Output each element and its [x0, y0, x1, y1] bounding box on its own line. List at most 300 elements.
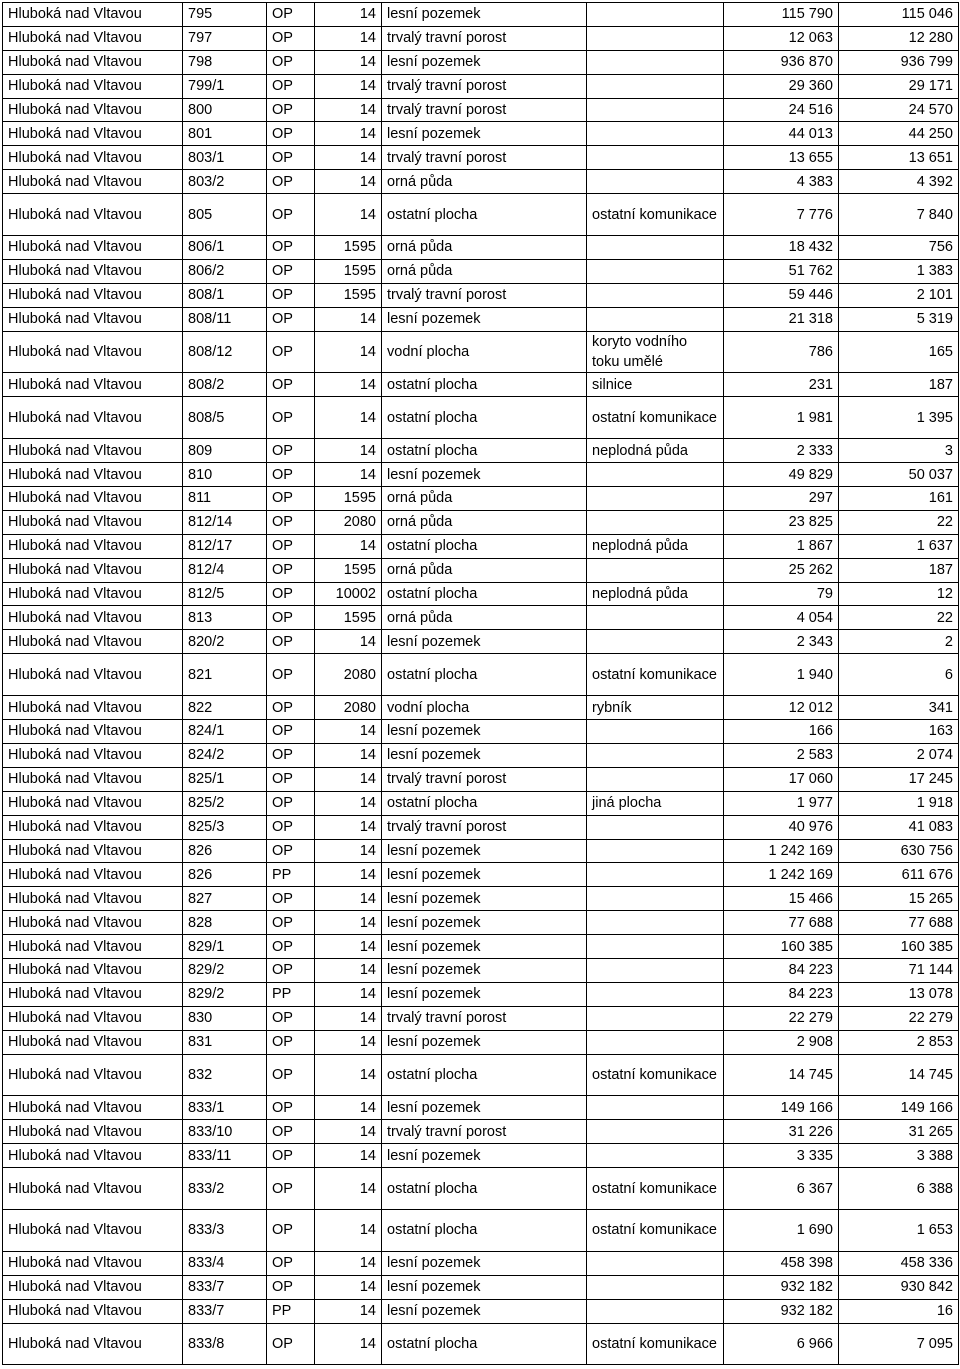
- parcel-area-cell: 21 318: [724, 307, 839, 331]
- land-use-cell: [587, 958, 724, 982]
- parcel-area-cell: 51 762: [724, 259, 839, 283]
- land-use-cell: [587, 463, 724, 487]
- ownership-type-cell: OP: [267, 1006, 315, 1030]
- parcel-area-cell: 15 466: [724, 887, 839, 911]
- land-type-cell: lesní pozemek: [382, 982, 587, 1006]
- parcel-area-cell: 84 223: [724, 982, 839, 1006]
- land-type-cell: trvalý travní porost: [382, 1120, 587, 1144]
- land-use-cell: [587, 606, 724, 630]
- cadastral-area-cell: Hluboká nad Vltavou: [3, 1030, 183, 1054]
- parcel-number-cell: 801: [183, 122, 267, 146]
- cadastral-area-cell: Hluboká nad Vltavou: [3, 982, 183, 1006]
- land-use-cell: [587, 1030, 724, 1054]
- parcel-number-cell: 808/11: [183, 307, 267, 331]
- parcel-area-cell: 84 223: [724, 958, 839, 982]
- cadastral-area-cell: Hluboká nad Vltavou: [3, 3, 183, 27]
- cadastral-area-cell: Hluboká nad Vltavou: [3, 1209, 183, 1251]
- lv-number-cell: 1595: [315, 283, 382, 307]
- affected-area-cell: 611 676: [839, 863, 959, 887]
- affected-area-cell: 77 688: [839, 911, 959, 935]
- land-use-cell: [587, 767, 724, 791]
- affected-area-cell: 936 799: [839, 50, 959, 74]
- parcel-area-cell: 18 432: [724, 236, 839, 260]
- ownership-type-cell: OP: [267, 463, 315, 487]
- affected-area-cell: 15 265: [839, 887, 959, 911]
- parcel-area-cell: 17 060: [724, 767, 839, 791]
- land-use-cell: [587, 887, 724, 911]
- ownership-type-cell: OP: [267, 98, 315, 122]
- ownership-type-cell: OP: [267, 1251, 315, 1275]
- affected-area-cell: 187: [839, 558, 959, 582]
- lv-number-cell: 10002: [315, 582, 382, 606]
- lv-number-cell: 14: [315, 1054, 382, 1096]
- affected-area-cell: 7 840: [839, 194, 959, 236]
- lv-number-cell: 14: [315, 307, 382, 331]
- land-type-cell: trvalý travní porost: [382, 1006, 587, 1030]
- ownership-type-cell: OP: [267, 236, 315, 260]
- parcel-area-cell: 1 690: [724, 1209, 839, 1251]
- lv-number-cell: 14: [315, 373, 382, 397]
- cadastral-area-cell: Hluboká nad Vltavou: [3, 558, 183, 582]
- land-type-cell: ostatní plocha: [382, 654, 587, 696]
- parcel-number-cell: 828: [183, 911, 267, 935]
- parcel-area-cell: 25 262: [724, 558, 839, 582]
- land-use-cell: silnice: [587, 373, 724, 397]
- lv-number-cell: 14: [315, 170, 382, 194]
- parcel-area-cell: 786: [724, 331, 839, 373]
- cadastral-area-cell: Hluboká nad Vltavou: [3, 236, 183, 260]
- affected-area-cell: 22: [839, 510, 959, 534]
- parcel-number-cell: 806/2: [183, 259, 267, 283]
- affected-area-cell: 44 250: [839, 122, 959, 146]
- cadastral-area-cell: Hluboká nad Vltavou: [3, 839, 183, 863]
- parcel-area-cell: 458 398: [724, 1251, 839, 1275]
- ownership-type-cell: OP: [267, 839, 315, 863]
- cadastral-area-cell: Hluboká nad Vltavou: [3, 654, 183, 696]
- lv-number-cell: 14: [315, 439, 382, 463]
- table-row: [3, 534, 959, 558]
- table-row: [3, 982, 959, 1006]
- table-row: [3, 170, 959, 194]
- lv-number-cell: 14: [315, 630, 382, 654]
- parcel-number-cell: 833/4: [183, 1251, 267, 1275]
- parcel-number-cell: 803/1: [183, 146, 267, 170]
- parcel-area-cell: 4 054: [724, 606, 839, 630]
- cadastral-area-cell: Hluboká nad Vltavou: [3, 283, 183, 307]
- cadastral-area-cell: Hluboká nad Vltavou: [3, 630, 183, 654]
- land-use-cell: [587, 146, 724, 170]
- parcel-number-cell: 833/3: [183, 1209, 267, 1251]
- cadastral-area-cell: Hluboká nad Vltavou: [3, 1096, 183, 1120]
- land-type-cell: lesní pozemek: [382, 1299, 587, 1323]
- parcel-number-cell: 805: [183, 194, 267, 236]
- ownership-type-cell: OP: [267, 720, 315, 744]
- affected-area-cell: 41 083: [839, 815, 959, 839]
- cadastral-area-cell: Hluboká nad Vltavou: [3, 863, 183, 887]
- land-type-cell: lesní pozemek: [382, 887, 587, 911]
- parcel-area-cell: 7 776: [724, 194, 839, 236]
- parcel-number-cell: 832: [183, 1054, 267, 1096]
- cadastral-area-cell: Hluboká nad Vltavou: [3, 696, 183, 720]
- parcel-number-cell: 833/1: [183, 1096, 267, 1120]
- lv-number-cell: 2080: [315, 654, 382, 696]
- parcel-number-cell: 803/2: [183, 170, 267, 194]
- table-row: [3, 1299, 959, 1323]
- table-row: [3, 767, 959, 791]
- affected-area-cell: 630 756: [839, 839, 959, 863]
- parcel-number-cell: 825/2: [183, 791, 267, 815]
- ownership-type-cell: OP: [267, 1030, 315, 1054]
- land-type-cell: vodní plocha: [382, 696, 587, 720]
- table-row: [3, 397, 959, 439]
- table-row: [3, 194, 959, 236]
- parcel-number-cell: 824/1: [183, 720, 267, 744]
- ownership-type-cell: PP: [267, 982, 315, 1006]
- parcel-area-cell: 6 367: [724, 1168, 839, 1210]
- land-use-cell: [587, 98, 724, 122]
- affected-area-cell: 13 078: [839, 982, 959, 1006]
- parcel-area-cell: 1 977: [724, 791, 839, 815]
- lv-number-cell: 14: [315, 958, 382, 982]
- cadastral-area-cell: Hluboká nad Vltavou: [3, 1299, 183, 1323]
- land-use-cell: ostatní komunikace: [587, 1054, 724, 1096]
- table-row: [3, 720, 959, 744]
- land-use-cell: [587, 863, 724, 887]
- affected-area-cell: 4 392: [839, 170, 959, 194]
- table-row: [3, 122, 959, 146]
- land-use-cell: [587, 558, 724, 582]
- land-type-cell: trvalý travní porost: [382, 26, 587, 50]
- land-use-cell: [587, 3, 724, 27]
- parcel-number-cell: 800: [183, 98, 267, 122]
- land-use-cell: [587, 122, 724, 146]
- cadastral-area-cell: Hluboká nad Vltavou: [3, 1323, 183, 1365]
- affected-area-cell: 1 383: [839, 259, 959, 283]
- affected-area-cell: 14 745: [839, 1054, 959, 1096]
- ownership-type-cell: OP: [267, 1209, 315, 1251]
- land-type-cell: vodní plocha: [382, 331, 587, 373]
- parcel-number-cell: 808/12: [183, 331, 267, 373]
- parcel-area-cell: 2 343: [724, 630, 839, 654]
- lv-number-cell: 14: [315, 74, 382, 98]
- affected-area-cell: 2 074: [839, 743, 959, 767]
- ownership-type-cell: OP: [267, 911, 315, 935]
- cadastral-area-cell: Hluboká nad Vltavou: [3, 534, 183, 558]
- land-use-cell: [587, 1251, 724, 1275]
- table-row: [3, 283, 959, 307]
- parcel-number-cell: 812/4: [183, 558, 267, 582]
- cadastral-area-cell: Hluboká nad Vltavou: [3, 439, 183, 463]
- affected-area-cell: 160 385: [839, 935, 959, 959]
- table-row: [3, 50, 959, 74]
- table-row: [3, 1120, 959, 1144]
- parcel-area-cell: 1 242 169: [724, 863, 839, 887]
- ownership-type-cell: PP: [267, 1299, 315, 1323]
- parcel-number-cell: 822: [183, 696, 267, 720]
- lv-number-cell: 14: [315, 863, 382, 887]
- cadastral-area-cell: Hluboká nad Vltavou: [3, 74, 183, 98]
- table-row: [3, 582, 959, 606]
- table-row: [3, 606, 959, 630]
- lv-number-cell: 14: [315, 839, 382, 863]
- parcel-number-cell: 833/10: [183, 1120, 267, 1144]
- parcel-area-cell: 23 825: [724, 510, 839, 534]
- parcel-area-cell: 932 182: [724, 1275, 839, 1299]
- land-use-cell: [587, 510, 724, 534]
- cadastral-area-cell: Hluboká nad Vltavou: [3, 1054, 183, 1096]
- land-use-cell: neplodná půda: [587, 439, 724, 463]
- parcel-area-cell: 24 516: [724, 98, 839, 122]
- lv-number-cell: 14: [315, 397, 382, 439]
- ownership-type-cell: OP: [267, 510, 315, 534]
- parcel-area-cell: 1 867: [724, 534, 839, 558]
- affected-area-cell: 1 637: [839, 534, 959, 558]
- table-row: [3, 1030, 959, 1054]
- ownership-type-cell: OP: [267, 331, 315, 373]
- land-type-cell: ostatní plocha: [382, 397, 587, 439]
- table-row: [3, 696, 959, 720]
- table-row: [3, 558, 959, 582]
- table-row: [3, 1054, 959, 1096]
- ownership-type-cell: OP: [267, 654, 315, 696]
- ownership-type-cell: OP: [267, 606, 315, 630]
- parcel-area-cell: 49 829: [724, 463, 839, 487]
- land-type-cell: lesní pozemek: [382, 630, 587, 654]
- parcel-number-cell: 795: [183, 3, 267, 27]
- table-row: [3, 510, 959, 534]
- land-type-cell: trvalý travní porost: [382, 146, 587, 170]
- land-use-cell: [587, 1144, 724, 1168]
- lv-number-cell: 14: [315, 1120, 382, 1144]
- affected-area-cell: 31 265: [839, 1120, 959, 1144]
- table-row: [3, 331, 959, 373]
- ownership-type-cell: OP: [267, 791, 315, 815]
- table-row: [3, 911, 959, 935]
- parcel-area-cell: 13 655: [724, 146, 839, 170]
- parcel-number-cell: 825/3: [183, 815, 267, 839]
- parcel-area-cell: 79: [724, 582, 839, 606]
- lv-number-cell: 14: [315, 887, 382, 911]
- lv-number-cell: 2080: [315, 696, 382, 720]
- land-use-cell: [587, 1096, 724, 1120]
- cadastral-area-cell: Hluboká nad Vltavou: [3, 194, 183, 236]
- ownership-type-cell: OP: [267, 487, 315, 511]
- land-type-cell: lesní pozemek: [382, 50, 587, 74]
- lv-number-cell: 14: [315, 98, 382, 122]
- parcel-area-cell: 2 583: [724, 743, 839, 767]
- cadastral-area-cell: Hluboká nad Vltavou: [3, 98, 183, 122]
- land-use-cell: neplodná půda: [587, 582, 724, 606]
- lv-number-cell: 14: [315, 146, 382, 170]
- land-use-cell: ostatní komunikace: [587, 1209, 724, 1251]
- land-type-cell: trvalý travní porost: [382, 74, 587, 98]
- cadastral-area-cell: Hluboká nad Vltavou: [3, 122, 183, 146]
- affected-area-cell: 756: [839, 236, 959, 260]
- land-use-cell: [587, 1120, 724, 1144]
- ownership-type-cell: OP: [267, 696, 315, 720]
- land-use-cell: [587, 74, 724, 98]
- ownership-type-cell: OP: [267, 50, 315, 74]
- ownership-type-cell: OP: [267, 767, 315, 791]
- affected-area-cell: 115 046: [839, 3, 959, 27]
- land-use-cell: ostatní komunikace: [587, 397, 724, 439]
- parcel-area-cell: 166: [724, 720, 839, 744]
- parcel-number-cell: 826: [183, 839, 267, 863]
- land-type-cell: orná půda: [382, 510, 587, 534]
- parcel-number-cell: 833/11: [183, 1144, 267, 1168]
- land-type-cell: lesní pozemek: [382, 935, 587, 959]
- table-row: [3, 958, 959, 982]
- land-use-cell: koryto vodního toku umělé: [587, 331, 724, 373]
- lv-number-cell: 14: [315, 815, 382, 839]
- cadastral-area-cell: Hluboká nad Vltavou: [3, 815, 183, 839]
- table-row: [3, 887, 959, 911]
- table-row: [3, 236, 959, 260]
- cadastral-area-cell: Hluboká nad Vltavou: [3, 259, 183, 283]
- parcel-number-cell: 821: [183, 654, 267, 696]
- land-use-cell: [587, 487, 724, 511]
- land-type-cell: ostatní plocha: [382, 439, 587, 463]
- ownership-type-cell: OP: [267, 1168, 315, 1210]
- parcel-number-cell: 808/1: [183, 283, 267, 307]
- land-type-cell: ostatní plocha: [382, 373, 587, 397]
- cadastral-area-cell: Hluboká nad Vltavou: [3, 307, 183, 331]
- ownership-type-cell: OP: [267, 1096, 315, 1120]
- affected-area-cell: 29 171: [839, 74, 959, 98]
- table-row: [3, 3, 959, 27]
- land-use-cell: [587, 982, 724, 1006]
- table-row: [3, 1006, 959, 1030]
- ownership-type-cell: OP: [267, 122, 315, 146]
- land-use-cell: neplodná půda: [587, 534, 724, 558]
- land-use-cell: rybník: [587, 696, 724, 720]
- affected-area-cell: 149 166: [839, 1096, 959, 1120]
- land-use-cell: [587, 815, 724, 839]
- land-type-cell: ostatní plocha: [382, 1054, 587, 1096]
- affected-area-cell: 7 095: [839, 1323, 959, 1365]
- parcel-number-cell: 833/7: [183, 1299, 267, 1323]
- parcel-number-cell: 813: [183, 606, 267, 630]
- cadastral-area-cell: Hluboká nad Vltavou: [3, 170, 183, 194]
- land-type-cell: ostatní plocha: [382, 582, 587, 606]
- ownership-type-cell: OP: [267, 1144, 315, 1168]
- lv-number-cell: 1595: [315, 236, 382, 260]
- parcel-number-cell: 812/17: [183, 534, 267, 558]
- parcel-number-cell: 824/2: [183, 743, 267, 767]
- lv-number-cell: 14: [315, 331, 382, 373]
- table-row: [3, 1168, 959, 1210]
- ownership-type-cell: OP: [267, 170, 315, 194]
- land-type-cell: ostatní plocha: [382, 194, 587, 236]
- land-use-cell: [587, 259, 724, 283]
- parcel-area-cell: 936 870: [724, 50, 839, 74]
- affected-area-cell: 16: [839, 1299, 959, 1323]
- cadastral-area-cell: Hluboká nad Vltavou: [3, 767, 183, 791]
- parcel-number-cell: 808/2: [183, 373, 267, 397]
- land-type-cell: trvalý travní porost: [382, 767, 587, 791]
- ownership-type-cell: OP: [267, 74, 315, 98]
- lv-number-cell: 14: [315, 26, 382, 50]
- parcel-number-cell: 811: [183, 487, 267, 511]
- affected-area-cell: 2 853: [839, 1030, 959, 1054]
- parcel-number-cell: 825/1: [183, 767, 267, 791]
- parcel-number-cell: 806/1: [183, 236, 267, 260]
- land-type-cell: lesní pozemek: [382, 911, 587, 935]
- affected-area-cell: 71 144: [839, 958, 959, 982]
- parcel-area-cell: 3 335: [724, 1144, 839, 1168]
- land-type-cell: orná půda: [382, 236, 587, 260]
- table-row: [3, 439, 959, 463]
- land-type-cell: lesní pozemek: [382, 1275, 587, 1299]
- ownership-type-cell: OP: [267, 1120, 315, 1144]
- land-type-cell: lesní pozemek: [382, 863, 587, 887]
- cadastral-area-cell: Hluboká nad Vltavou: [3, 397, 183, 439]
- parcel-number-cell: 799/1: [183, 74, 267, 98]
- table-row: [3, 815, 959, 839]
- cadastral-area-cell: Hluboká nad Vltavou: [3, 958, 183, 982]
- table-row: [3, 1323, 959, 1365]
- table-row: [3, 1275, 959, 1299]
- land-use-cell: [587, 50, 724, 74]
- parcel-area-cell: 1 981: [724, 397, 839, 439]
- lv-number-cell: 14: [315, 1030, 382, 1054]
- land-type-cell: trvalý travní porost: [382, 815, 587, 839]
- land-use-cell: [587, 236, 724, 260]
- table-row: [3, 791, 959, 815]
- cadastral-area-cell: Hluboká nad Vltavou: [3, 1275, 183, 1299]
- affected-area-cell: 24 570: [839, 98, 959, 122]
- land-use-cell: jiná plocha: [587, 791, 724, 815]
- affected-area-cell: 163: [839, 720, 959, 744]
- land-type-cell: ostatní plocha: [382, 1209, 587, 1251]
- parcel-area-cell: 29 360: [724, 74, 839, 98]
- ownership-type-cell: OP: [267, 815, 315, 839]
- ownership-type-cell: OP: [267, 1323, 315, 1365]
- cadastral-area-cell: Hluboká nad Vltavou: [3, 510, 183, 534]
- ownership-type-cell: OP: [267, 1275, 315, 1299]
- land-type-cell: lesní pozemek: [382, 743, 587, 767]
- table-row: [3, 74, 959, 98]
- land-type-cell: orná půda: [382, 606, 587, 630]
- lv-number-cell: 14: [315, 50, 382, 74]
- parcel-number-cell: 829/2: [183, 958, 267, 982]
- land-use-cell: [587, 307, 724, 331]
- affected-area-cell: 458 336: [839, 1251, 959, 1275]
- parcel-area-cell: 59 446: [724, 283, 839, 307]
- land-type-cell: lesní pozemek: [382, 1030, 587, 1054]
- land-type-cell: lesní pozemek: [382, 720, 587, 744]
- parcel-area-cell: 2 333: [724, 439, 839, 463]
- parcel-number-cell: 812/14: [183, 510, 267, 534]
- affected-area-cell: 1 918: [839, 791, 959, 815]
- cadastral-area-cell: Hluboká nad Vltavou: [3, 887, 183, 911]
- ownership-type-cell: OP: [267, 146, 315, 170]
- land-use-cell: [587, 283, 724, 307]
- land-use-cell: [587, 170, 724, 194]
- lv-number-cell: 14: [315, 1209, 382, 1251]
- parcel-number-cell: 831: [183, 1030, 267, 1054]
- affected-area-cell: 12: [839, 582, 959, 606]
- lv-number-cell: 14: [315, 122, 382, 146]
- table-row: [3, 863, 959, 887]
- affected-area-cell: 22 279: [839, 1006, 959, 1030]
- table-row: [3, 1144, 959, 1168]
- table-row: [3, 1251, 959, 1275]
- land-type-cell: lesní pozemek: [382, 122, 587, 146]
- cadastral-area-cell: Hluboká nad Vltavou: [3, 50, 183, 74]
- cadastral-area-cell: Hluboká nad Vltavou: [3, 26, 183, 50]
- parcel-number-cell: 833/2: [183, 1168, 267, 1210]
